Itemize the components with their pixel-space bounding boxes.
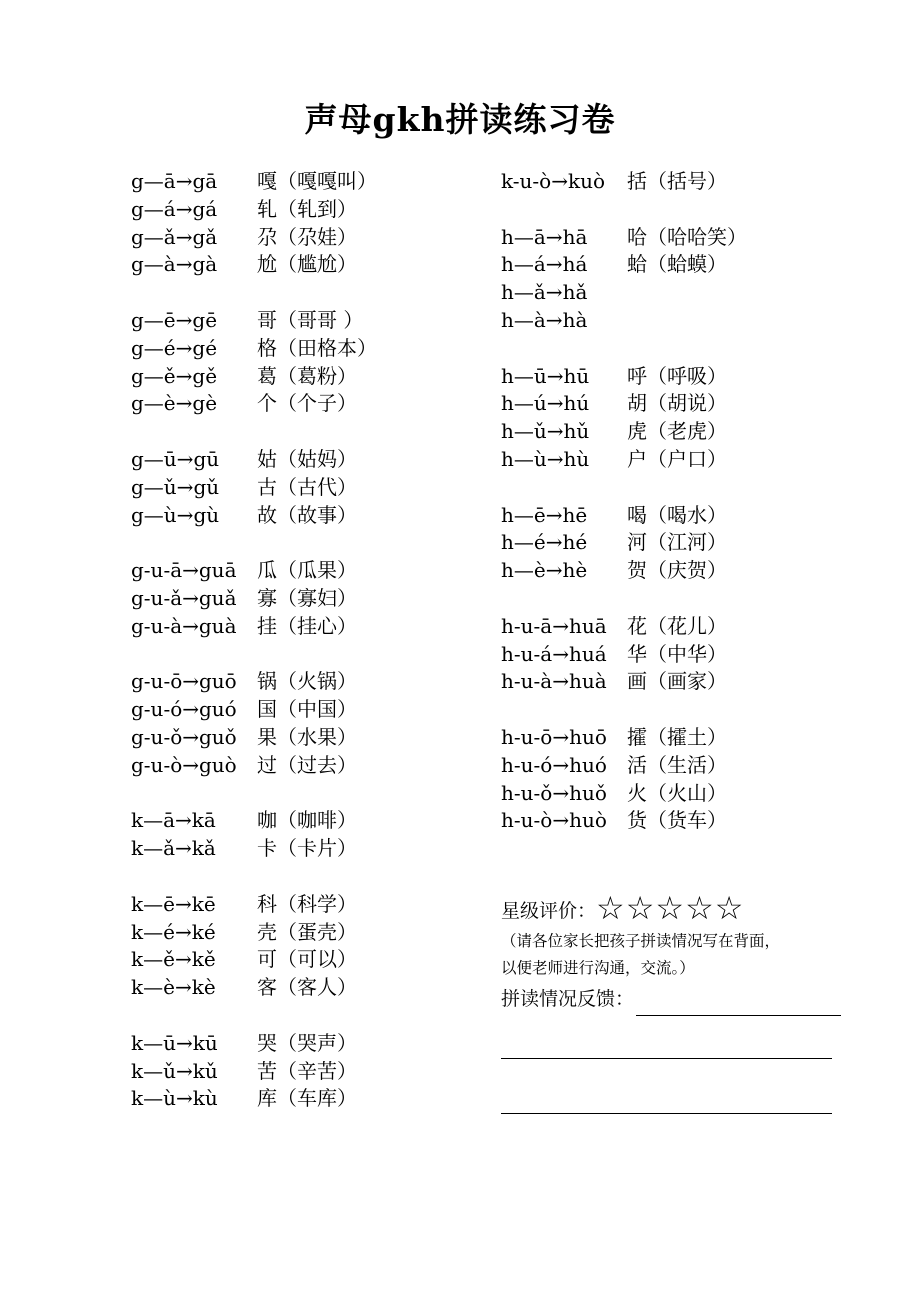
pinyin-spelling: g-u-ó→guó [131, 697, 237, 722]
pinyin-spelling: g—ē→gē [131, 307, 218, 332]
spacer-row [131, 780, 377, 808]
pinyin-spelling: g—ě→gě [131, 363, 218, 388]
pinyin-spelling: h—ū→hū [501, 363, 590, 388]
spacer-row [131, 529, 377, 557]
syllable-row [131, 752, 377, 780]
character-word: 哭（哭声） [257, 1030, 357, 1055]
feedback-line [501, 982, 841, 1016]
character-word: 胡（胡说） [627, 391, 727, 416]
syllable-row [501, 752, 747, 780]
syllable-row [131, 363, 377, 391]
pinyin-spelling: g—ǎ→gǎ [131, 224, 218, 249]
pinyin-spelling: g—á→gá [131, 196, 218, 221]
character-word: 瓜（瓜果） [257, 558, 357, 583]
character-word: 哈（哈哈笑） [627, 224, 747, 249]
syllable-row [501, 529, 747, 557]
character-word: 过（过去） [257, 752, 357, 777]
character-word: 括（括号） [627, 169, 727, 193]
pinyin-spelling: g—è→gè [131, 391, 218, 416]
feedback-input-line-3[interactable] [501, 1113, 832, 1114]
pinyin-spelling: h-u-ò→huò [501, 808, 607, 833]
syllable-row [131, 557, 377, 585]
character-word: 虎（老虎） [627, 419, 727, 444]
pinyin-spelling: h—ǎ→hǎ [501, 280, 588, 305]
syllable-row [501, 557, 747, 585]
feedback-label: 拼读情况反馈： [501, 988, 635, 1010]
character-word: 姑（姑妈） [257, 446, 357, 471]
syllable-row [501, 807, 747, 835]
syllable-row [131, 390, 377, 418]
pinyin-spelling: k—ǎ→kǎ [131, 836, 216, 861]
character-word: 古（古代） [257, 474, 357, 499]
character-word: 葛（葛粉） [257, 363, 357, 388]
pinyin-spelling: h—à→hà [501, 307, 588, 332]
pinyin-spelling: g—é→gé [131, 335, 218, 360]
character-word: 寡（寡妇） [257, 585, 357, 610]
character-word: 哥（哥哥 ） [257, 307, 364, 332]
pinyin-spelling: h-u-á→huá [501, 641, 607, 666]
syllable-row [131, 1030, 377, 1058]
character-word: 火（火山） [627, 780, 727, 805]
left-column [131, 168, 377, 1113]
syllable-row [131, 696, 377, 724]
character-word: 呼（呼吸） [627, 363, 727, 388]
character-word: 尕（尕娃） [257, 224, 357, 249]
pinyin-spelling: h—è→hè [501, 558, 588, 583]
character-word: 国（中国） [257, 697, 357, 722]
character-word: 攉（攉土） [627, 724, 727, 749]
pinyin-spelling: g-u-ò→guò [131, 752, 237, 777]
character-word: 贺（庆贺） [627, 558, 727, 583]
syllable-row [131, 502, 377, 530]
syllable-row [501, 224, 747, 252]
pinyin-spelling: h-u-à→huà [501, 669, 607, 694]
character-word: 咖（咖啡） [257, 808, 357, 833]
pinyin-spelling: h—ǔ→hǔ [501, 419, 590, 444]
character-word: 科（科学） [257, 891, 357, 916]
pinyin-spelling: g-u-ǒ→guǒ [131, 724, 237, 749]
character-word: 库（车库） [257, 1086, 357, 1111]
pinyin-spelling: g—ā→gā [131, 169, 218, 193]
syllable-row [501, 279, 747, 307]
syllable-row [501, 390, 747, 418]
feedback-input-line-2[interactable] [501, 1058, 832, 1059]
syllable-row [501, 418, 747, 446]
page-title: 声母gkh拼读练习卷 [304, 100, 616, 139]
syllable-row [131, 613, 377, 641]
syllable-row [501, 251, 747, 279]
syllable-row [501, 724, 747, 752]
parent-note-line-2: 以便老师进行沟通，交流。） [501, 959, 695, 977]
pinyin-spelling: k—ā→kā [131, 808, 216, 833]
syllable-row [131, 168, 377, 196]
syllable-row [131, 835, 377, 863]
pinyin-spelling: h—ā→hā [501, 224, 588, 249]
spacer-row [501, 474, 747, 502]
rating-line [501, 888, 841, 928]
character-word: 河（江河） [627, 530, 727, 555]
character-word: 尬（尴尬） [257, 252, 357, 277]
character-word: 画（画家） [627, 669, 727, 694]
spacer-row [501, 585, 747, 613]
spacer-row [131, 863, 377, 891]
syllable-row [501, 363, 747, 391]
syllable-row [131, 307, 377, 335]
character-word: 喝（喝水） [627, 502, 727, 527]
spacer-row [131, 1002, 377, 1030]
character-word: 果（水果） [257, 724, 357, 749]
character-word: 嘎（嘎嘎叫） [257, 169, 377, 193]
syllable-row [501, 668, 747, 696]
pinyin-spelling: h-u-ǒ→huǒ [501, 780, 607, 805]
pinyin-spelling: k—é→ké [131, 919, 216, 944]
syllable-row [131, 946, 377, 974]
syllable-row [501, 641, 747, 669]
syllable-row [501, 502, 747, 530]
pinyin-spelling: g—ǔ→gǔ [131, 474, 220, 499]
pinyin-spelling: k—ǔ→kǔ [131, 1058, 218, 1083]
syllable-row [501, 613, 747, 641]
pinyin-spelling: g-u-ā→guā [131, 558, 237, 583]
character-word: 华（中华） [627, 641, 727, 666]
syllable-row [131, 919, 377, 947]
pinyin-spelling: k—ù→kù [131, 1086, 218, 1111]
character-word: 苦（辛苦） [257, 1058, 357, 1083]
pinyin-spelling: h—ú→hú [501, 391, 590, 416]
pinyin-spelling: k—è→kè [131, 975, 216, 1000]
pinyin-spelling: g—ù→gù [131, 502, 220, 527]
pinyin-spelling: k—ū→kū [131, 1030, 218, 1055]
rating-label: 星级评价： [501, 900, 597, 922]
syllable-row [131, 335, 377, 363]
character-word: 蛤（蛤蟆） [627, 252, 727, 277]
pinyin-spelling: h—á→há [501, 252, 588, 277]
syllable-row [131, 668, 377, 696]
spacer-row [131, 641, 377, 669]
pinyin-spelling: g-u-ō→guō [131, 669, 237, 694]
character-word: 壳（蛋壳） [257, 919, 357, 944]
star-rating-icons[interactable]: ☆☆☆☆☆ [596, 889, 745, 927]
feedback-input-line-1[interactable] [636, 991, 841, 1016]
pinyin-spelling: g-u-à→guà [131, 613, 237, 638]
character-word: 格（田格本） [257, 335, 377, 360]
character-word: 卡（卡片） [257, 836, 357, 861]
rating-section [501, 888, 841, 1016]
pinyin-spelling: h-u-ó→huó [501, 752, 607, 777]
syllable-row [131, 1085, 377, 1113]
pinyin-spelling: k—ē→kē [131, 891, 216, 916]
pinyin-spelling: g—ū→gū [131, 446, 220, 471]
syllable-row [501, 780, 747, 808]
character-word: 挂（挂心） [257, 613, 357, 638]
character-word: 花（花儿） [627, 613, 727, 638]
syllable-row [131, 251, 377, 279]
parent-note-line-1: （请各位家长把孩子拼读情况写在背面， [501, 932, 781, 950]
spacer-row [501, 696, 747, 724]
spacer-row [131, 418, 377, 446]
pinyin-spelling: h—é→hé [501, 530, 588, 555]
pinyin-spelling: h—ù→hù [501, 446, 590, 471]
character-word: 客（客人） [257, 975, 357, 1000]
syllable-row [131, 807, 377, 835]
pinyin-spelling: h-u-ā→huā [501, 613, 607, 638]
syllable-row [131, 585, 377, 613]
syllable-row [131, 446, 377, 474]
pinyin-spelling: g-u-ǎ→guǎ [131, 585, 237, 610]
spacer-row [501, 335, 747, 363]
character-word: 故（故事） [257, 502, 357, 527]
pinyin-spelling: h—ē→hē [501, 502, 588, 527]
syllable-row [131, 196, 377, 224]
character-word: 个（个子） [257, 391, 357, 416]
pinyin-spelling: g—à→gà [131, 252, 218, 277]
character-word: 户（户口） [627, 446, 727, 471]
character-word: 货（货车） [627, 808, 727, 833]
syllable-row [131, 474, 377, 502]
syllable-row [131, 1058, 377, 1086]
spacer-row [501, 196, 747, 224]
syllable-row [131, 974, 377, 1002]
spacer-row [131, 279, 377, 307]
syllable-row [131, 724, 377, 752]
pinyin-spelling: k-u-ò→kuò [501, 169, 606, 193]
syllable-row [131, 891, 377, 919]
character-word: 可（可以） [257, 947, 357, 972]
pinyin-spelling: h-u-ō→huō [501, 724, 607, 749]
character-word: 锅（火锅） [257, 669, 357, 694]
syllable-row [501, 446, 747, 474]
character-word: 活（生活） [627, 752, 727, 777]
right-column [501, 168, 747, 835]
syllable-row [501, 307, 747, 335]
character-word: 轧（轧到） [257, 196, 357, 221]
syllable-row [131, 224, 377, 252]
pinyin-spelling: k—ě→kě [131, 947, 216, 972]
syllable-row [501, 168, 747, 196]
